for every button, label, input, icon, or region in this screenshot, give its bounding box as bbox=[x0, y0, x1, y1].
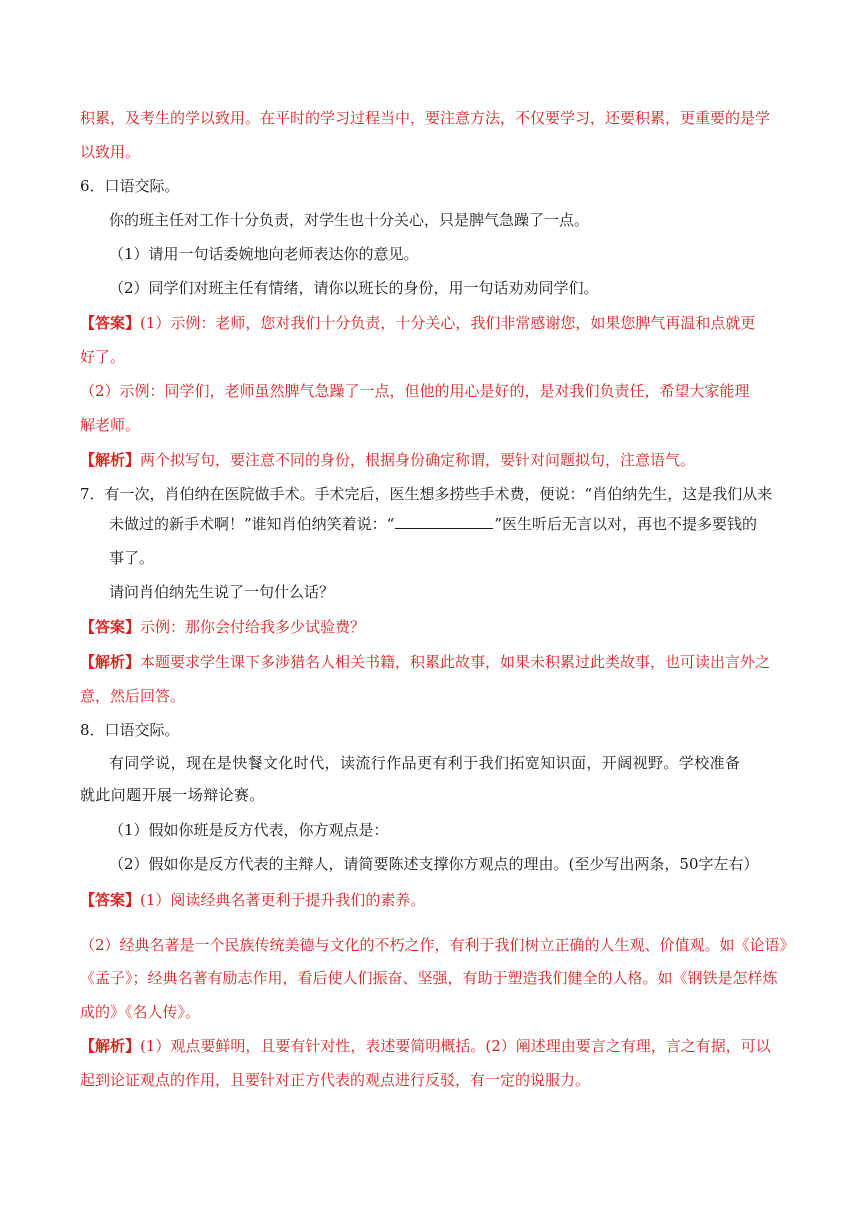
intro-line-1: 积累，及考生的学以致用。在平时的学习过程当中，要注意方法，不仅要学习，还要积累，更重要的是学 bbox=[80, 109, 771, 127]
q6-stem: 你的班主任对工作十分负责，对学生也十分关心，只是脾气急躁了一点。 bbox=[109, 211, 590, 229]
q6-sub-1: （1）请用一句话委婉地向老师表达你的意见。 bbox=[109, 245, 419, 263]
q7-answer bbox=[80, 617, 365, 637]
q6-answer-line-1 bbox=[80, 313, 755, 333]
q6-answer-2-line-1: （2）示例：同学们，老师虽然脾气急躁了一点，但他的用心是好的，是对我们负责任，希望大家能理 bbox=[80, 382, 750, 400]
q6-answer-tag: 【答案】 bbox=[80, 314, 141, 332]
q8-answer-2-line-2: 《孟子》；经典名著有励志作用，看后使人们振奋、坚强，有助于塑造我们健全的人格。如《钢铁是怎样炼 bbox=[80, 969, 778, 987]
q8-answer-tag: 【答案】 bbox=[80, 891, 141, 909]
q7-answer-tag: 【答案】 bbox=[80, 618, 141, 636]
q8-title: 8．口语交际。 bbox=[80, 721, 180, 739]
q7-title-line-2b: ”医生听后无言以对，再也不提多要钱的 bbox=[494, 515, 758, 533]
q6-sub-2: （2）同学们对班主任有情绪，请你以班长的身份，用一句话劝劝同学们。 bbox=[109, 279, 599, 297]
q7-answer-blank bbox=[395, 514, 493, 529]
q8-sub-1: （1）假如你班是反方代表，你方观点是： bbox=[109, 821, 389, 839]
q6-analysis-tag: 【解析】 bbox=[80, 451, 141, 469]
q8-answer-line-1 bbox=[80, 890, 425, 910]
q7-analysis-tag: 【解析】 bbox=[80, 653, 141, 671]
q6-answer-1-text: (1）示例：老师，您对我们十分负责，十分关心，我们非常感谢您，如果您脾气再温和点就更 bbox=[140, 314, 756, 332]
q7-answer-text: 示例：那你会付给我多少试验费？ bbox=[140, 618, 366, 636]
q6-analysis-text: 两个拟写句，要注意不同的身份，根据身份确定称谓，要针对问题拟句，注意语气。 bbox=[140, 451, 696, 469]
q8-analysis-line-2: 起到论证观点的作用，且要针对正方代表的观点进行反驳，有一定的说服力。 bbox=[80, 1071, 591, 1089]
q6-answer-2-line-2: 解老师。 bbox=[80, 416, 141, 434]
q6-analysis bbox=[80, 450, 695, 470]
q7-analysis-line-1 bbox=[80, 652, 770, 672]
q8-stem-line-1: 有同学说，现在是快餐文化时代，读流行作品更有利于我们拓宽知识面，开阔视野。学校准备 bbox=[109, 754, 741, 772]
q8-answer-2-line-3: 成的》《名人传》。 bbox=[80, 1003, 201, 1021]
q8-sub-2: （2）假如你是反方代表的主辩人，请简要陈述支撑你方观点的理由。(至少写出两条，50字左右） bbox=[109, 855, 759, 873]
q7-analysis-text-1: 本题要求学生课下多涉猎名人相关书籍，积累此故事，如果未积累过此类故事，也可读出言外之 bbox=[140, 653, 771, 671]
q8-answer-2-line-1: （2）经典名著是一个民族传统美德与文化的不朽之作，有利于我们树立正确的人生观、价值观。如《论语》 bbox=[80, 936, 795, 954]
q7-analysis-line-2: 意，然后回答。 bbox=[80, 687, 186, 705]
q8-analysis-line-1 bbox=[80, 1036, 771, 1056]
q8-answer-1-text: (1）阅读经典名著更利于提升我们的素养。 bbox=[140, 891, 426, 909]
q7-title-line-2a: 未做过的新手术啊！”谁知肖伯纳笑着说：“ bbox=[109, 515, 395, 533]
q8-analysis-tag: 【解析】 bbox=[80, 1037, 141, 1055]
q7-title-line-2 bbox=[109, 514, 757, 534]
q8-stem-line-2: 就此问题开展一场辩论赛。 bbox=[80, 786, 265, 804]
q6-title: 6．口语交际。 bbox=[80, 177, 180, 195]
q8-analysis-text-1: (1）观点要鲜明，且要有针对性，表述要简明概括。(2）阐述理由要言之有理，言之有据，可以 bbox=[140, 1037, 771, 1055]
q6-answer-line-2: 好了。 bbox=[80, 348, 126, 366]
q7-title-line-1: 7．有一次，肖伯纳在医院做手术。手术完后，医生想多捞些手术费，便说：“肖伯纳先生，这是我们从来 bbox=[80, 485, 773, 503]
q7-title-line-3: 事了。 bbox=[109, 549, 155, 567]
intro-line-2: 以致用。 bbox=[80, 143, 141, 161]
q7-question: 请问肖伯纳先生说了一句什么话？ bbox=[109, 583, 335, 601]
